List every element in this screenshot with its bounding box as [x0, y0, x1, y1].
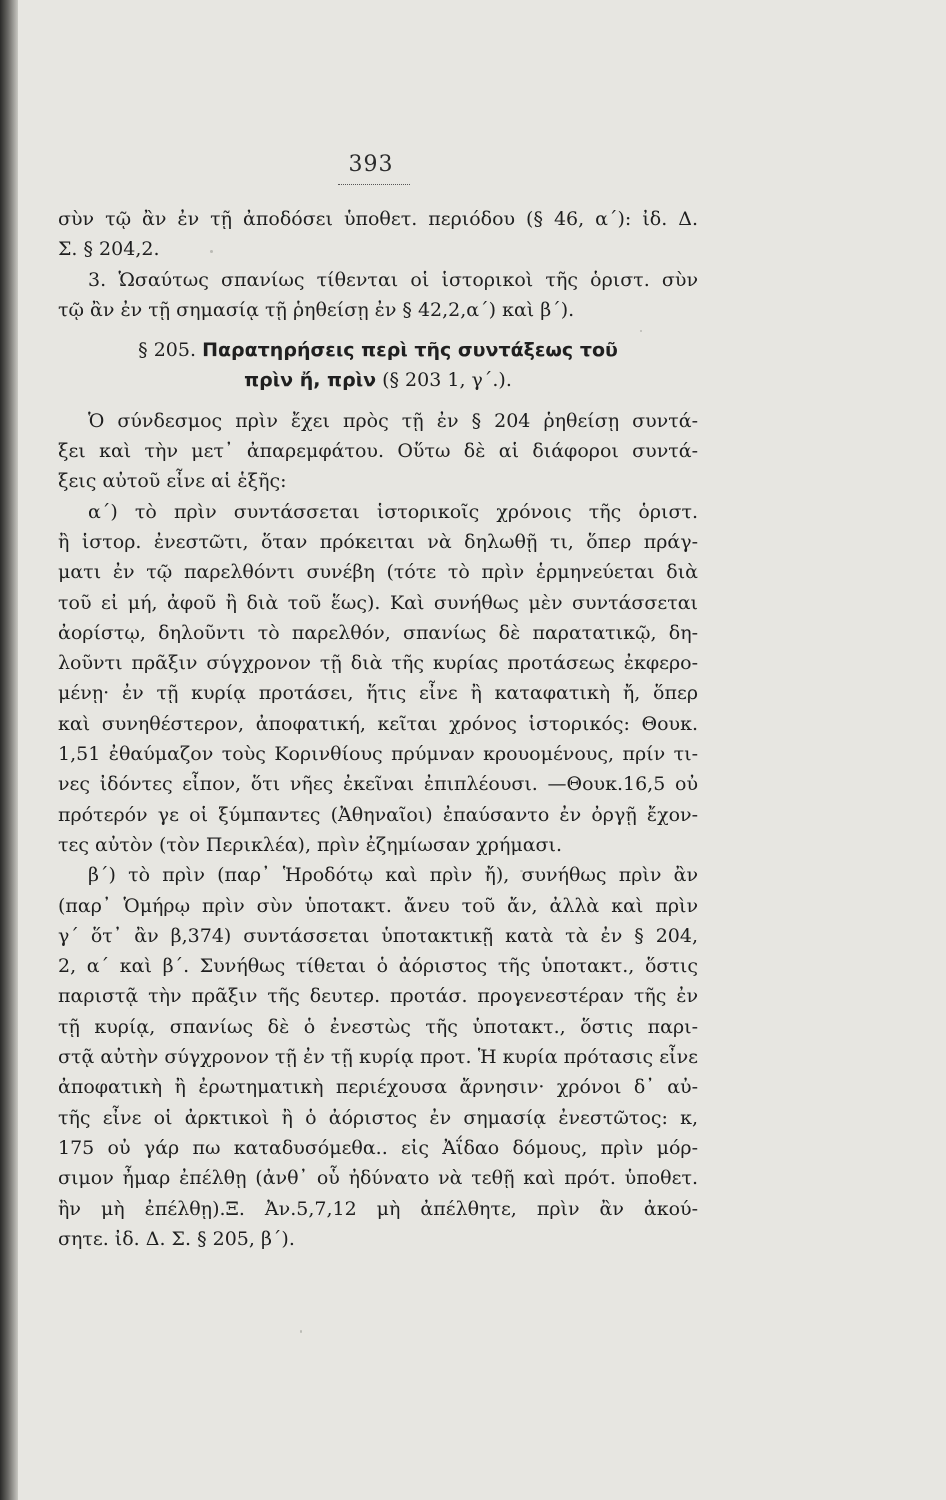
text-line: ἀποφατικὴ ἢ ἐρωτηματικὴ περιέχουσα ἄρνησιν· χρόνοι δ᾽ αὐ- — [58, 1076, 698, 1099]
section-heading-continued — [58, 365, 698, 395]
text-line: 2, α΄ καὶ β΄. Συνήθως τίθεται ὁ ἀόριστος τῆς ὑποτακτ., ὅστις — [58, 955, 698, 978]
text-line: σητε. ἰδ. Δ. Σ. § 205, β΄). — [58, 1227, 295, 1250]
section-heading — [58, 335, 698, 365]
text-line: μένῃ· ἐν τῇ κυρίᾳ προτάσει, ἥτις εἶνε ἢ καταφατικὴ ἤ, ὅπερ — [58, 682, 698, 705]
text-line: σὺν τῷ ἂν ἐν τῇ ἀποδόσει ὑποθετ. περιόδου (§ 46, α΄): ἰδ. Δ. — [58, 208, 698, 230]
text-line: 175 οὐ γάρ πω καταδυσόμεθα.. εἰς Ἀΐδαο δόμους, πρὶν μόρ- — [58, 1136, 698, 1159]
text-line: (παρ᾽ Ὁμήρῳ πρὶν σὺν ὑποτακτ. ἄνευ τοῦ ἄν, ἀλλὰ καὶ πρὶν — [58, 894, 698, 917]
text-line: ματι ἐν τῷ παρελθόντι συνέβη (τότε τὸ πρὶν ἑρμηνεύεται διὰ — [58, 561, 698, 584]
text-line: τῷ ἂν ἐν τῇ σημασίᾳ τῇ ῥηθείσῃ ἐν § 42,2,α΄) καὶ β΄). — [58, 298, 575, 321]
text-line: ἀορίστῳ, δηλοῦντι τὸ παρελθόν, σπανίως δὲ παρατατικῷ, δη- — [58, 621, 698, 644]
page-number-rule — [338, 184, 410, 185]
paper-speck — [300, 1330, 302, 1333]
section-title: Παρατηρήσεις περὶ τῆς συντάξεως τοῦ — [202, 339, 618, 362]
text-line: καὶ συνηθέστερον, ἀποφατική, κεῖται χρόνος ἱστορικός: Θουκ. — [58, 712, 698, 735]
text-line: α΄) τὸ πρὶν συντάσσεται ἱστορικοῖς χρόνοις τῆς ὁριστ. — [88, 500, 698, 523]
text-line: γ΄ ὅτ᾽ ἂν β,374) συντάσσεται ὑποτακτικῇ κατὰ τὰ ἐν § 204, — [58, 924, 698, 947]
binding-gutter — [0, 0, 18, 1500]
text-line: τες αὐτὸν (τὸν Περικλέα), πρὶν ἐζημίωσαν χρήμασι. — [58, 833, 562, 856]
section-title-keyword: πρὶν ἤ, πρὶν — [244, 369, 377, 392]
text-line: ἢ ἱστορ. ἐνεστῶτι, ὅταν πρόκειται νὰ δηλωθῇ τι, ὅπερ πράγ- — [58, 530, 698, 553]
text-line: 1,51 ἐθαύμαζον τοὺς Κορινθίους πρύμναν κρουομένους, πρίν τι- — [58, 743, 698, 766]
text-line: νες ἰδόντες εἶπον, ὅτι νῆες ἐκεῖναι ἐπιπλέουσι. —Θουκ.16,5 οὐ — [58, 773, 698, 796]
text-line: πρότερόν γε οἱ ξύμπαντες (Ἀθηναῖοι) ἐπαύσαντο ἐν ὀργῇ ἔχον- — [58, 803, 698, 826]
text-line: παριστᾷ τὴν πρᾶξιν τῆς δευτερ. προτάσ. προγενεστέραν τῆς ἐν — [58, 985, 698, 1008]
text-line: στᾷ αὐτὴν σύγχρονον τῇ ἐν τῇ κυρίᾳ προτ. Ἡ κυρία πρότασις εἶνε — [58, 1046, 698, 1069]
text-line: τοῦ εἰ μή, ἀφοῦ ἢ διὰ τοῦ ἕως). Καὶ συνήθως μὲν συντάσσεται — [58, 591, 698, 614]
text-line: τῇ κυρίᾳ, σπανίως δὲ ὁ ἐνεστὼς τῆς ὑποτακτ., ὅστις παρι- — [58, 1015, 698, 1038]
text-line: σιμον ἦμαρ ἐπέλθῃ (ἀνθ᾽ οὗ ἠδύνατο νὰ τεθῇ καὶ πρότ. ὑποθετ. — [58, 1167, 698, 1190]
section-number: § 205. — [138, 339, 197, 362]
section-title-reference: (§ 203 1, γ΄.). — [382, 369, 512, 392]
text-line: τῆς εἶνε οἱ ἀρκτικοὶ ἢ ὁ ἀόριστος ἐν σημασίᾳ ἐνεστῶτος: κ, — [58, 1106, 698, 1129]
text-line: ξεις αὐτοῦ εἶνε αἱ ἑξῆς: — [58, 470, 287, 493]
text-line: 3. Ὡσαύτως σπανίως τίθενται οἱ ἱστορικοὶ τῆς ὁριστ. σὺν — [88, 268, 698, 291]
page-number: 393 — [348, 152, 394, 177]
text-line: Σ. § 204,2. — [58, 238, 160, 261]
text-line: ἢν μὴ ἐπέλθῃ).Ξ. Ἀν.5,7,12 μὴ ἀπέλθητε, πρὶν ἂν ἀκού- — [58, 1197, 698, 1220]
text-line: λοῦντι πρᾶξιν σύγχρονον τῇ διὰ τῆς κυρίας προτάσεως ἐκφερο- — [58, 652, 698, 675]
text-line: ξει καὶ τὴν μετ᾽ ἀπαρεμφάτου. Οὕτω δὲ αἱ διάφοροι συντά- — [58, 440, 698, 463]
text-line: Ὁ σύνδεσμος πρὶν ἔχει πρὸς τῇ ἐν § 204 ῥηθείσῃ συντά- — [88, 409, 698, 432]
body-text — [58, 204, 698, 1254]
text-line: β΄) τὸ πρὶν (παρ᾽ Ἡροδότῳ καὶ πρὶν ἤ), συνήθως πρὶν ἂν — [88, 864, 698, 887]
